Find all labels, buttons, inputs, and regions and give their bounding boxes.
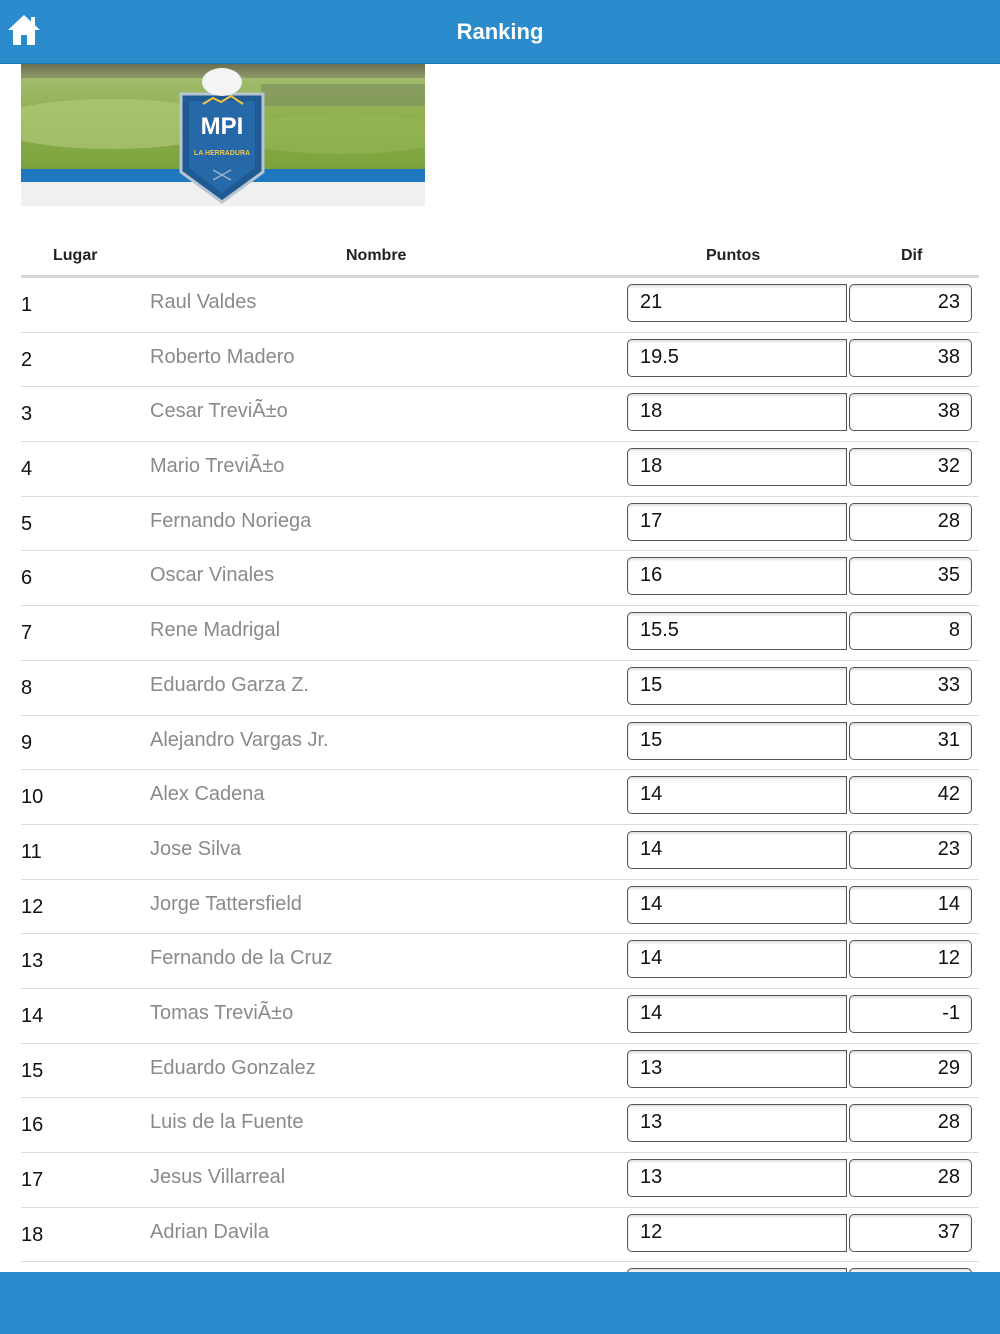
dif-field[interactable]: 12	[849, 940, 972, 978]
points-field[interactable]: 19.5	[627, 339, 847, 377]
points-field[interactable]: 16	[627, 557, 847, 595]
dif-field[interactable]: 28	[849, 1104, 972, 1142]
points-field[interactable]: 17	[627, 503, 847, 541]
points-field[interactable]: 14	[627, 886, 847, 924]
player-name: Fernando Noriega	[150, 509, 312, 532]
player-name: Tomas TreviÃ±o	[150, 1001, 294, 1024]
dif-field[interactable]: 28	[849, 1159, 972, 1197]
table-row	[21, 1262, 979, 1272]
table-row	[21, 770, 979, 825]
rank-cell: 1	[21, 294, 33, 316]
column-header-nombre: Nombre	[346, 247, 407, 264]
points-field[interactable]: 14	[627, 940, 847, 978]
points-field[interactable]: 15	[627, 722, 847, 760]
page-title: Ranking	[456, 19, 544, 44]
player-name: Rene Madrigal	[150, 619, 281, 642]
rank-cell: 15	[21, 1059, 44, 1082]
table-row	[21, 606, 979, 661]
player-name: Oscar Vinales	[150, 564, 275, 587]
player-name: Jorge Tattersfield	[150, 892, 302, 915]
table-row	[21, 551, 979, 606]
rank-cell: 10	[21, 786, 44, 809]
top-bar	[0, 0, 1000, 64]
rank-cell: 17	[21, 1169, 44, 1191]
table-row	[21, 934, 979, 989]
points-field[interactable]: 18	[627, 393, 847, 431]
dif-field[interactable]: 32	[849, 448, 972, 486]
dif-field[interactable]: 23	[849, 284, 972, 322]
table-row	[21, 1208, 979, 1263]
rank-cell: 8	[21, 676, 33, 699]
player-name: Alex Cadena	[150, 783, 265, 806]
rank-cell: 3	[21, 403, 33, 426]
column-header-lugar: Lugar	[53, 247, 98, 264]
points-field[interactable]: 15.5	[627, 612, 847, 650]
table-row	[21, 880, 979, 935]
table-row	[21, 387, 979, 442]
rank-cell: 5	[21, 512, 33, 535]
player-name: Jose Silva	[150, 837, 242, 860]
table-row	[21, 661, 979, 716]
ranking-table	[21, 278, 979, 1272]
player-name: Fernando de la Cruz	[150, 947, 333, 970]
rank-cell: 7	[21, 622, 33, 645]
rank-cell: 14	[21, 1004, 44, 1027]
dif-field[interactable]: 28	[849, 503, 972, 541]
dif-field[interactable]: 42	[849, 776, 972, 814]
home-icon	[6, 12, 42, 48]
column-header-puntos: Puntos	[706, 247, 761, 264]
points-field[interactable]: 14	[627, 776, 847, 814]
dif-field[interactable]: 37	[849, 1214, 972, 1252]
table-row	[21, 1153, 979, 1208]
rank-cell: 13	[21, 950, 44, 973]
player-name: Jesus Villarreal	[150, 1166, 286, 1188]
player-name: Mario TreviÃ±o	[150, 455, 285, 478]
points-field[interactable]: 12	[627, 1214, 847, 1252]
table-row	[21, 278, 979, 333]
rank-cell: 11	[21, 840, 42, 863]
rank-cell: 6	[21, 567, 33, 590]
player-name: Roberto Madero	[150, 345, 295, 368]
rank-cell: 12	[21, 895, 44, 918]
svg-text:LA HERRADURA: LA HERRADURA	[193, 150, 251, 157]
player-name: Raul Valdes	[150, 291, 257, 313]
table-row	[21, 333, 979, 388]
player-name: Eduardo Garza Z.	[150, 673, 309, 696]
dif-field[interactable]: 31	[849, 722, 972, 760]
course-banner	[21, 64, 425, 206]
bottom-bar	[0, 1272, 1000, 1334]
table-row	[21, 442, 979, 497]
table-row	[21, 497, 979, 552]
points-field[interactable]: 13	[627, 1050, 847, 1088]
table-row	[21, 716, 979, 771]
dif-field[interactable]: -1	[849, 995, 972, 1033]
rank-cell: 16	[21, 1114, 44, 1137]
points-field[interactable]: 15	[627, 667, 847, 705]
table-row	[21, 1098, 979, 1153]
player-name: Cesar TreviÃ±o	[150, 400, 288, 423]
points-field[interactable]: 13	[627, 1104, 847, 1142]
table-header	[21, 236, 979, 278]
dif-field[interactable]: 14	[849, 886, 972, 924]
home-button[interactable]	[6, 12, 42, 48]
points-field[interactable]: 14	[627, 995, 847, 1033]
rank-cell: 4	[21, 458, 33, 481]
points-field[interactable]: 18	[627, 448, 847, 486]
player-name: Adrian Davila	[150, 1220, 269, 1243]
rank-cell: 9	[21, 731, 33, 754]
dif-field[interactable]: 35	[849, 557, 972, 595]
player-name: Alejandro Vargas Jr.	[150, 728, 329, 751]
dif-field[interactable]: 29	[849, 1050, 972, 1088]
table-row	[21, 1044, 979, 1099]
table-row	[21, 989, 979, 1044]
svg-text:MPI: MPI	[200, 113, 244, 140]
dif-field[interactable]: 38	[849, 393, 972, 431]
dif-field[interactable]: 8	[849, 612, 972, 650]
points-field[interactable]: 21	[627, 284, 847, 322]
table-row	[21, 825, 979, 880]
dif-field[interactable]: 23	[849, 831, 972, 869]
mpi-logo-image	[21, 64, 425, 206]
dif-field[interactable]: 38	[849, 339, 972, 377]
rank-cell: 18	[21, 1223, 44, 1246]
points-field[interactable]: 14	[627, 831, 847, 869]
player-name: Eduardo Gonzalez	[150, 1056, 316, 1079]
player-name: Luis de la Fuente	[150, 1111, 304, 1134]
points-field[interactable]: 13	[627, 1159, 847, 1197]
rank-cell: 2	[21, 348, 33, 371]
column-header-dif: Dif	[901, 247, 923, 264]
dif-field[interactable]: 33	[849, 667, 972, 705]
